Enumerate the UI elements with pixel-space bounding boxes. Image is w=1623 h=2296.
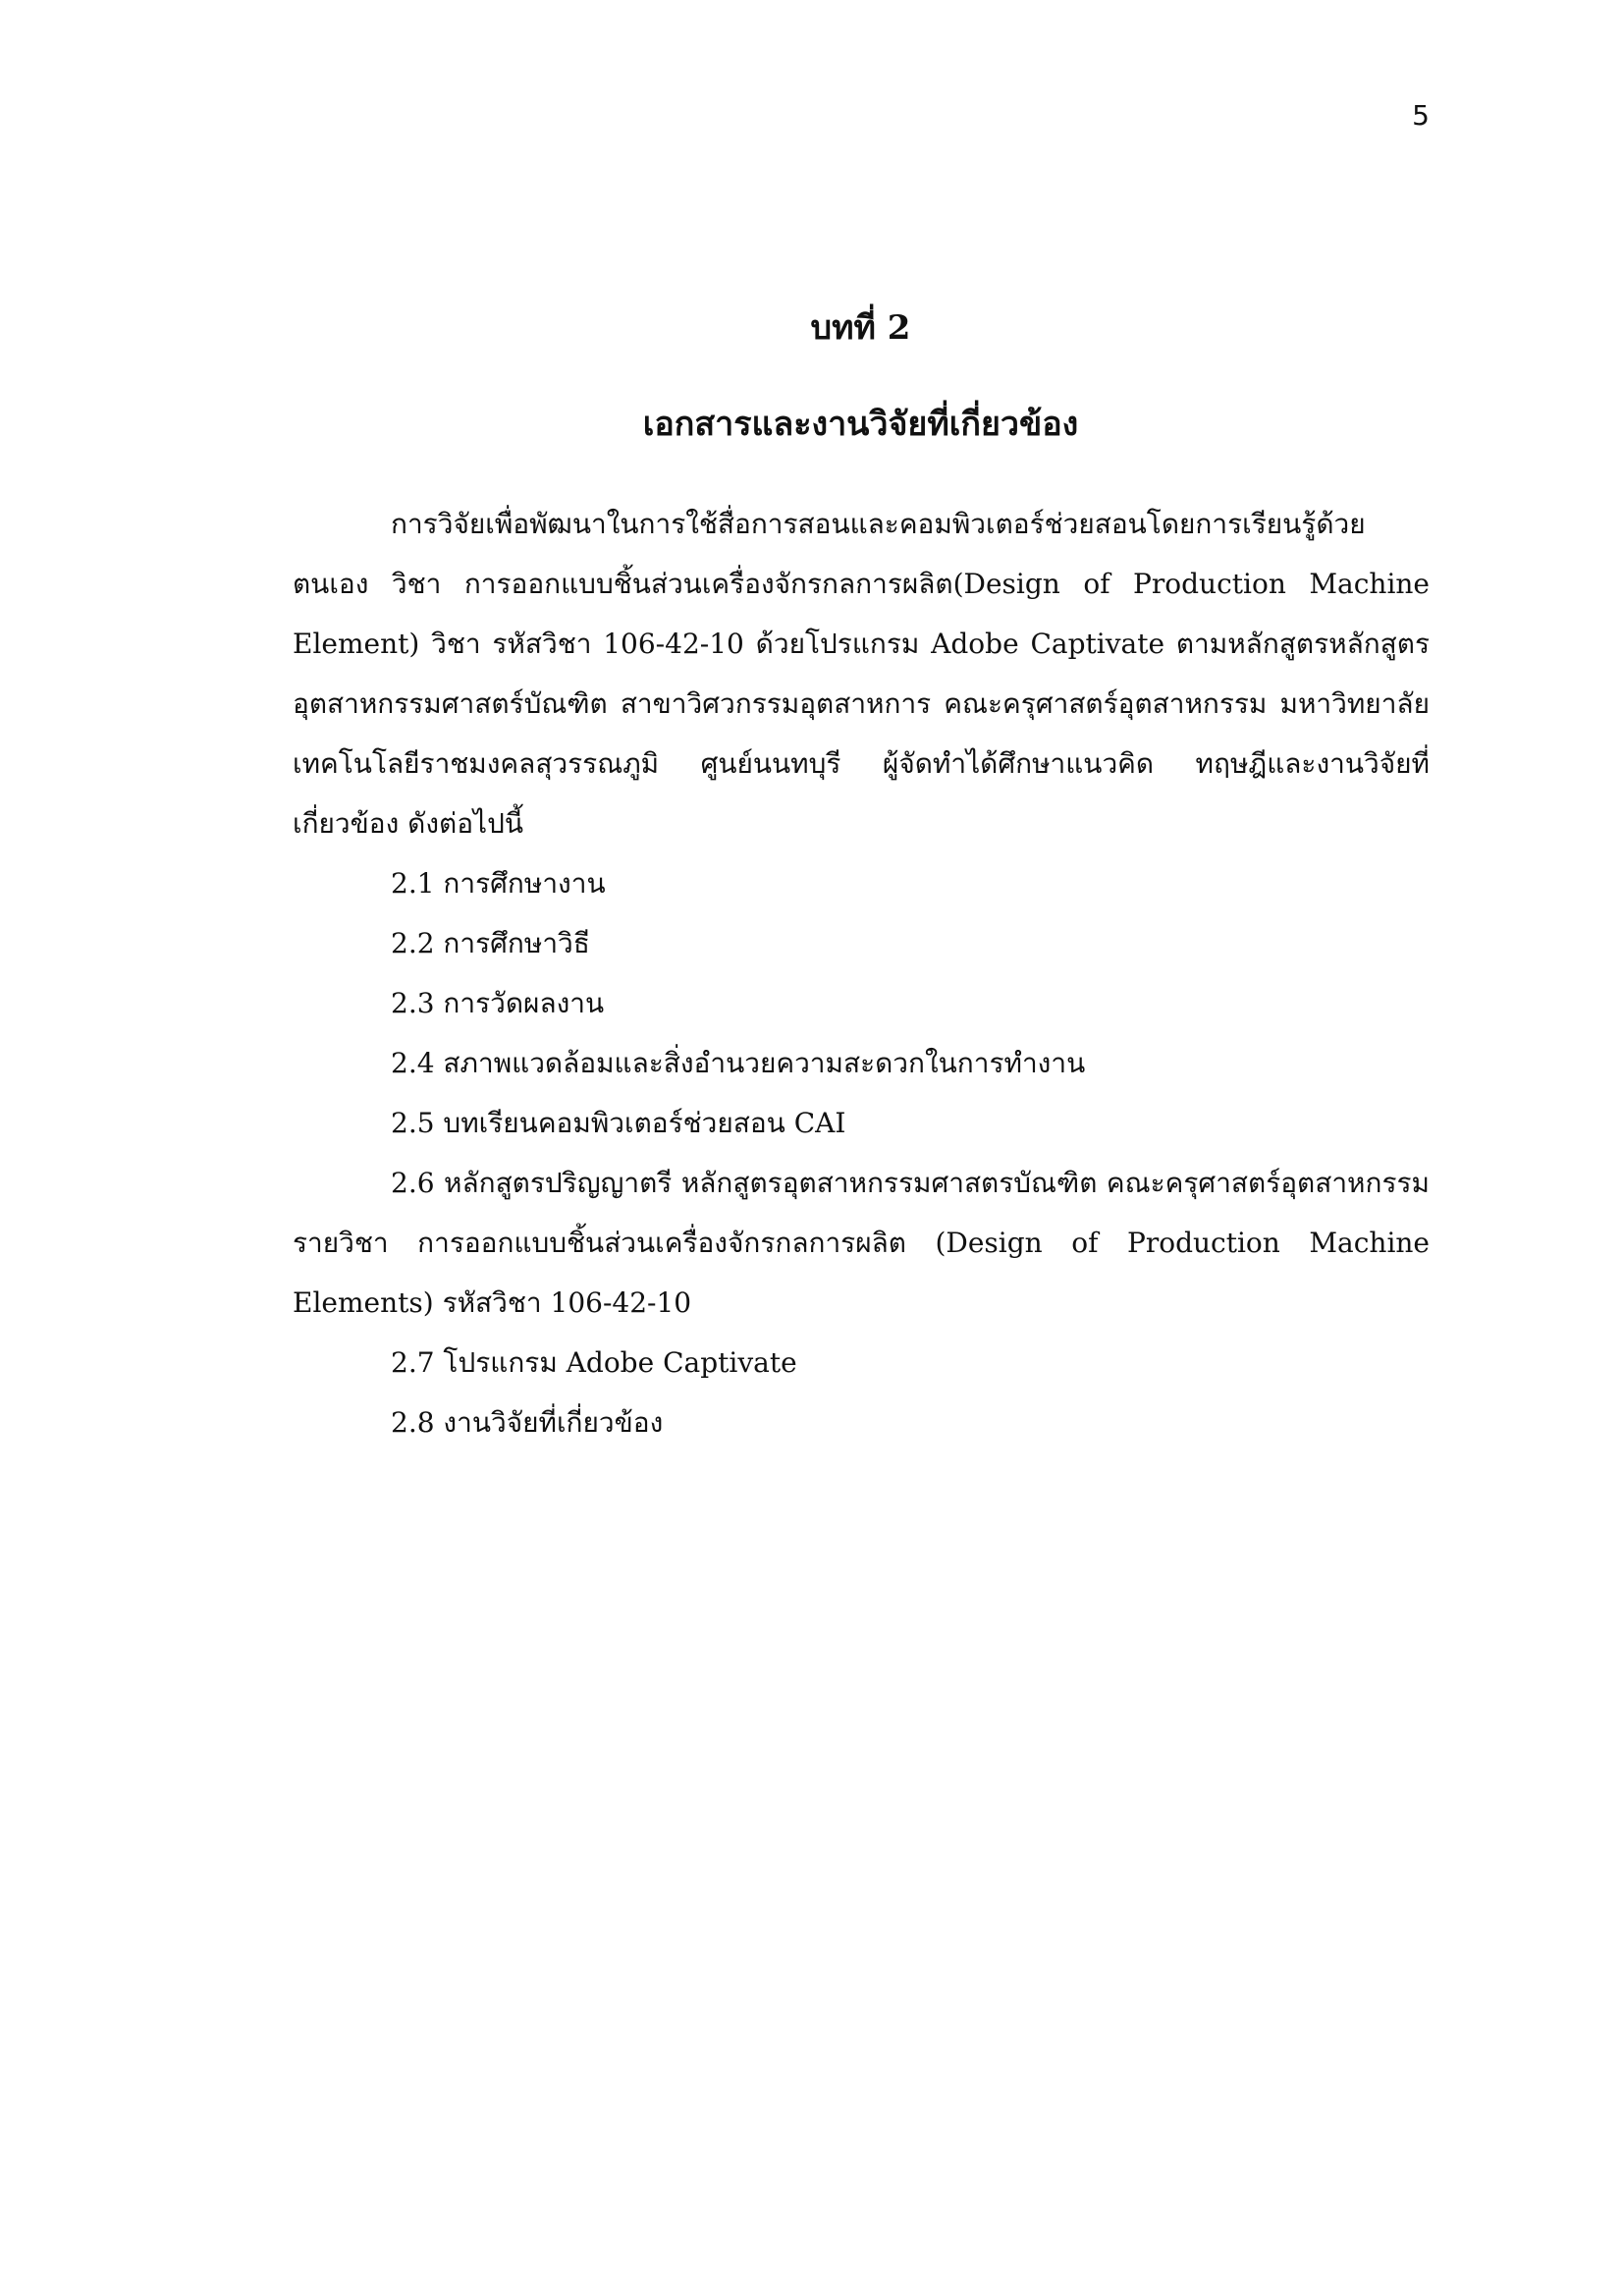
chapter-heading: บทที่ 2 [810, 308, 911, 348]
page-number: 5 [1412, 99, 1430, 132]
topic-item-2-6: 2.6 หลักสูตรปริญญาตรี หลักสูตรอุตสาหกรรมศาสตรบัณฑิต คณะครุศาสตร์อุตสาหกรรม รายวิชา การออกแบบชิ้นส่วนเครื่องจักรกลการผลิต (Design of Production Machine Elements) รหัสวิชา 106-42-10 [293, 1167, 1430, 1319]
topic-item-2-8: 2.8 งานวิจัยที่เกี่ยวข้อง [391, 1406, 664, 1439]
chapter-title: เอกสารและงานวิจัยที่เกี่ยวข้อง [642, 405, 1079, 444]
document-body [293, 494, 1430, 1452]
topic-item-2-2: 2.2 การศึกษาวิธี [391, 927, 590, 959]
topic-item-2-3: 2.3 การวัดผลงาน [391, 987, 605, 1019]
intro-paragraph: การวิจัยเพื่อพัฒนาในการใช้สื่อการสอนและคอมพิวเตอร์ช่วยสอนโดยการเรียนรู้ด้วยตนเอง วิชา การออกแบบชิ้นส่วนเครื่องจักรกลการผลิต(Design of Production Machine Element) วิชา รหัสวิชา 106-42-10 ด้วยโปรแกรม Adobe Captivate ตามหลักสูตรหลักสูตรอุตสาหกรรมศาสตร์บัณฑิต สาขาวิศวกรรมอุตสาหการ คณะครุศาสตร์อุตสาหกรรม มหาวิทยาลัยเทคโนโลยีราชมงคลสุวรรณภูมิ ศูนย์นนทบุรี ผู้จัดทำได้ศึกษาแนวคิด ทฤษฎีและงานวิจัยที่เกี่ยวข้อง ดังต่อไปนี้ [293, 508, 1430, 840]
topic-item-2-4: 2.4 สภาพแวดล้อมและสิ่งอำนวยความสะดวกในการทำงาน [391, 1047, 1086, 1079]
topic-item-2-1: 2.1 การศึกษางาน [391, 867, 606, 900]
topic-item-2-7: 2.7 โปรแกรม Adobe Captivate [391, 1346, 797, 1379]
topic-item-2-5: 2.5 บทเรียนคอมพิวเตอร์ช่วยสอน CAI [391, 1107, 846, 1139]
